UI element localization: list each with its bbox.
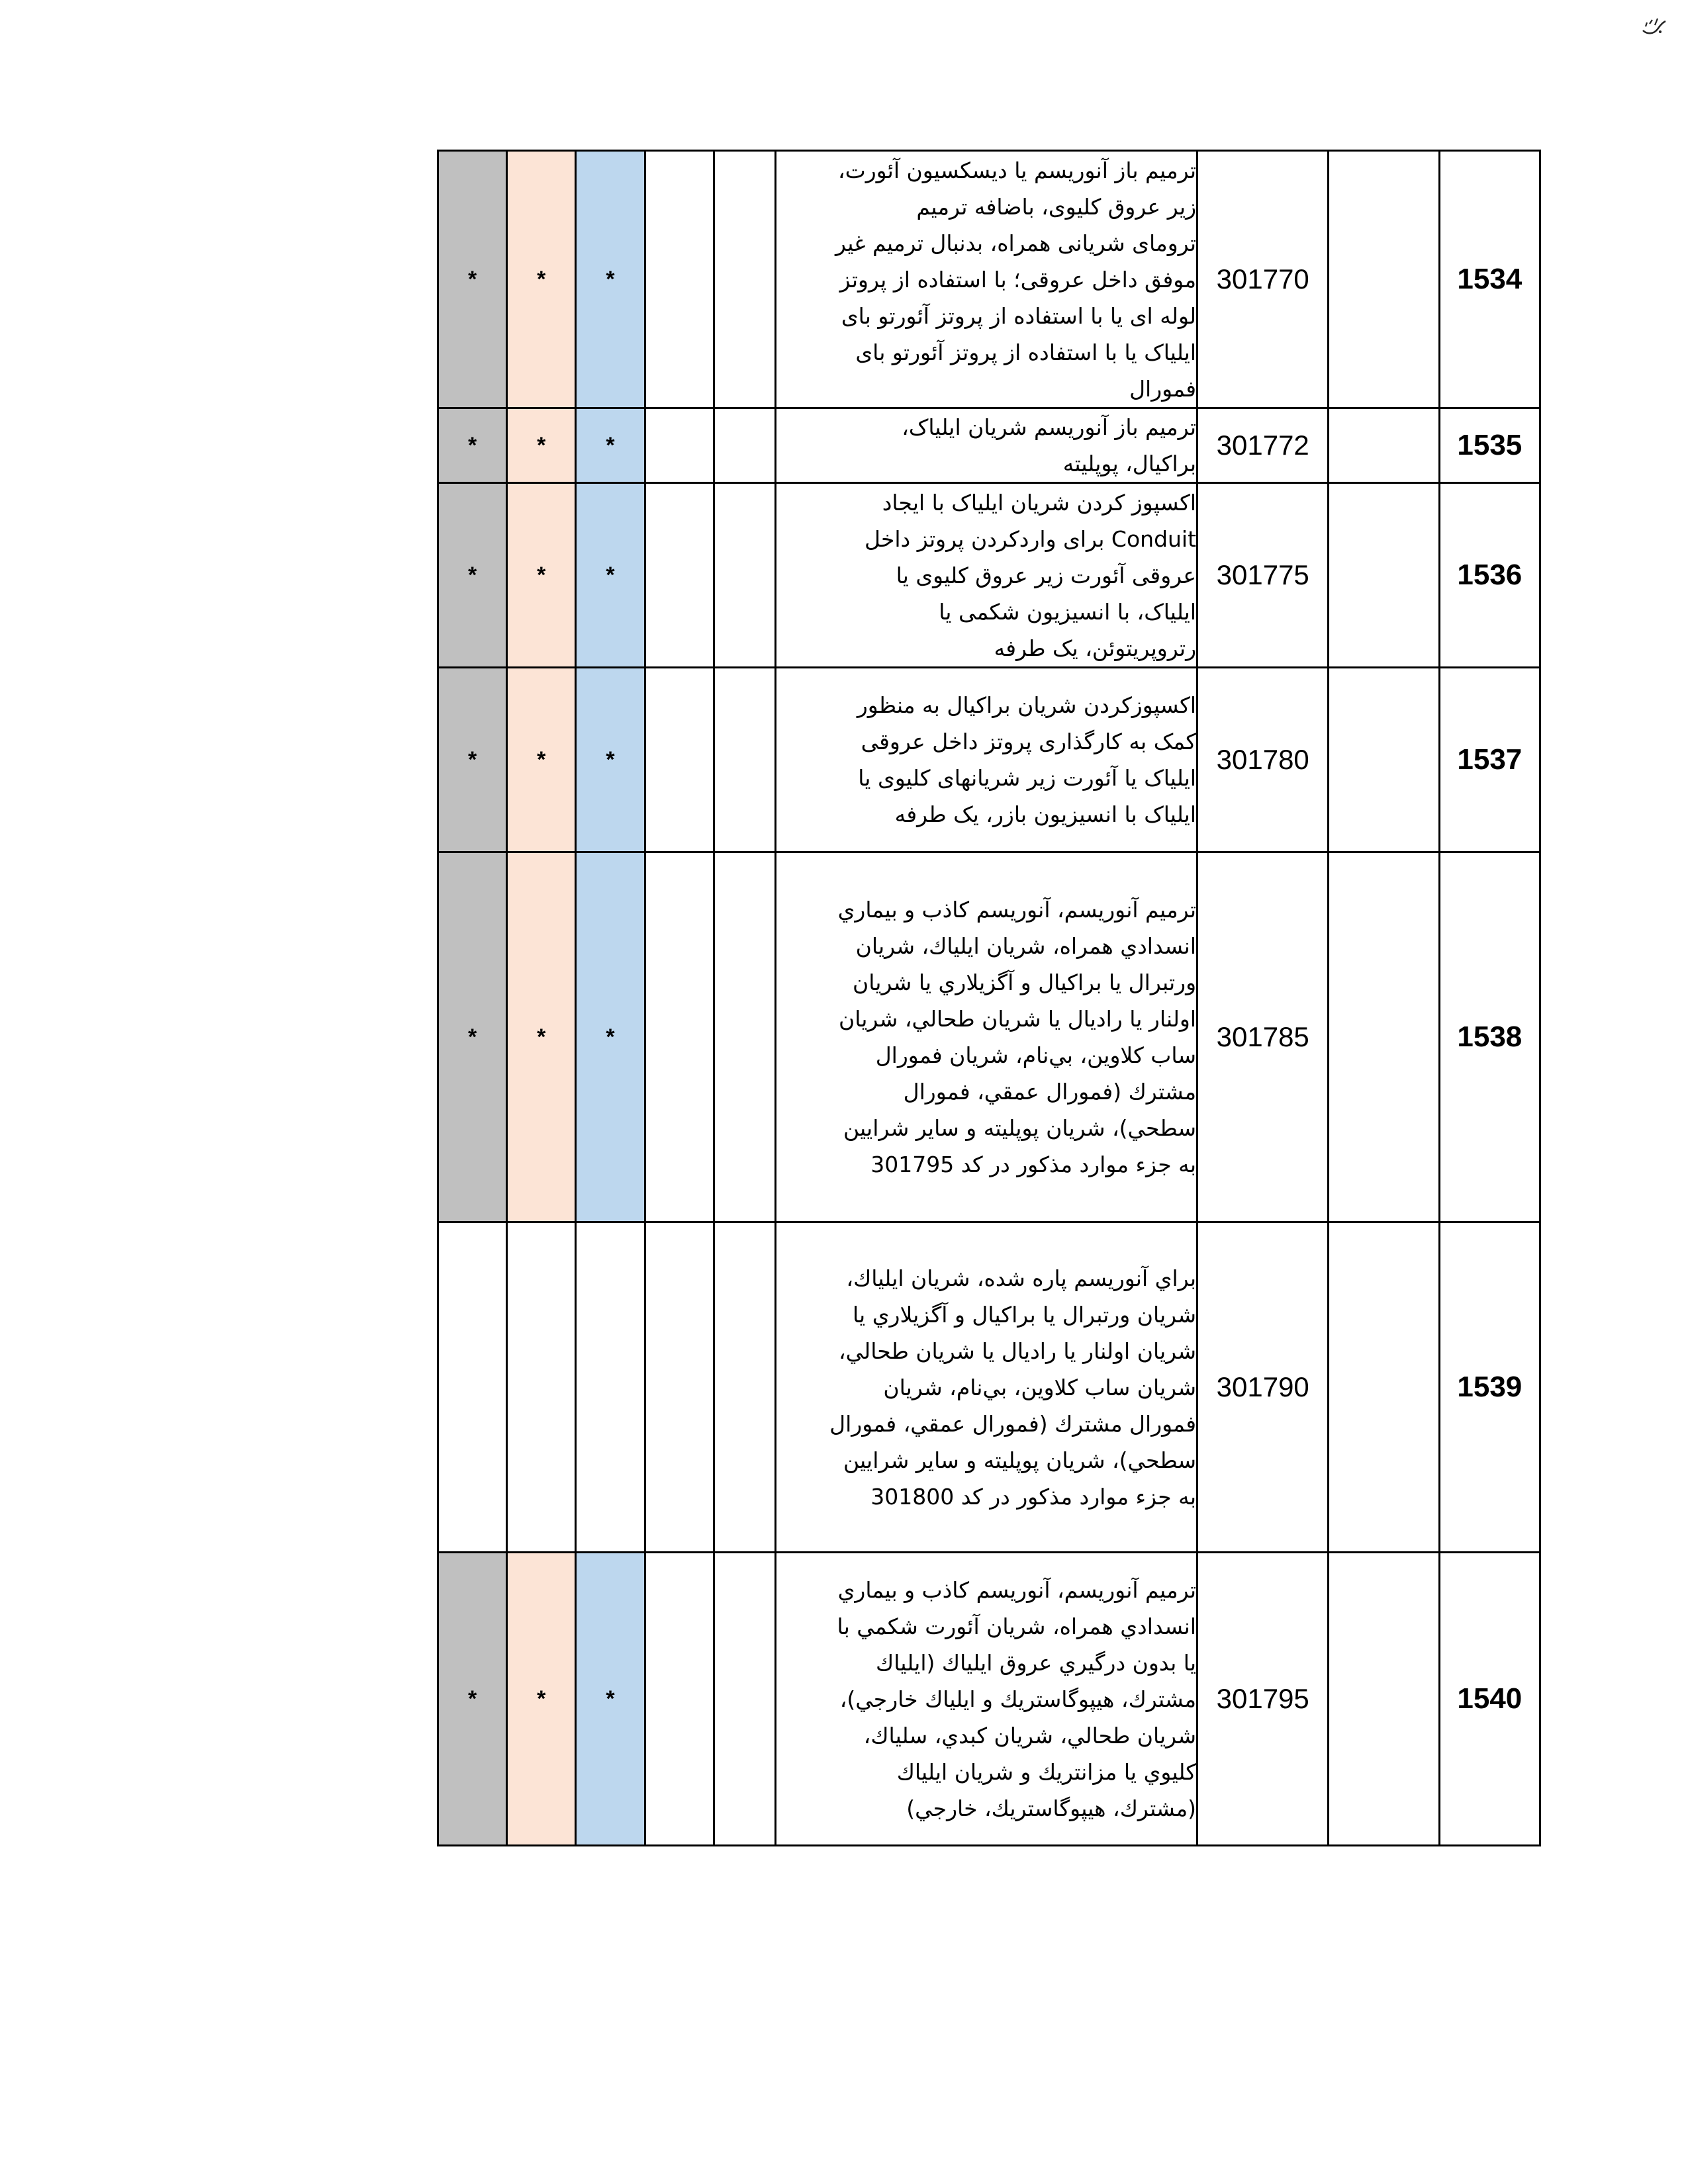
blank-cell [645,151,714,408]
mark-cell-peach: * [507,1553,576,1846]
service-code: 301795 [1197,1553,1329,1846]
service-description: اکسپوز کردن شریان ایلیاک با ایجاد Conduit برای واردکردن پروتز داخل عروقی آئورت زیر عروق کلیوی یا ایلیاک، با انسیزیون شکمی یا رتروپریتوئن، یک طرفه [775,483,1197,668]
mark-cell-gray: * [438,151,507,408]
blank-cell [645,483,714,668]
blank-cell [1329,151,1439,408]
service-code: 301780 [1197,668,1329,852]
row-number: 1536 [1439,483,1540,668]
mark-cell-peach: * [507,668,576,852]
service-description: ترميم آنوريسم، آنوريسم كاذب و بيماري انسدادي همراه، شريان آئورت شكمي با يا بدون درگيري عروق ايلياك (ايلياك مشترك، هيپوگاستريك و ايلياك خارجي)، شريان طحالي، شريان كبدي، سلياك، كليوي يا مزانتريك و شريان ايلياك (مشترك، هيپوگاستريك، خارجي) [775,1553,1197,1846]
blank-cell [1329,852,1439,1222]
table-row [438,668,1540,852]
table-row [438,483,1540,668]
service-code: 301772 [1197,408,1329,483]
publisher-logo-icon [1640,15,1668,37]
service-code: 301770 [1197,151,1329,408]
mark-cell-peach: * [507,852,576,1222]
table-row [438,1553,1540,1846]
row-number: 1534 [1439,151,1540,408]
mark-cell-peach: * [507,483,576,668]
row-number: 1540 [1439,1553,1540,1846]
blank-cell [645,668,714,852]
service-code: 301785 [1197,852,1329,1222]
mark-cell-blue: * [576,1553,645,1846]
blank-cell [714,408,775,483]
blank-cell [1329,1553,1439,1846]
services-table [437,150,1541,1846]
table-row [438,151,1540,408]
row-number: 1539 [1439,1222,1540,1553]
blank-cell [645,1222,714,1553]
mark-cell-blue [576,1222,645,1553]
mark-cell-blue: * [576,151,645,408]
mark-cell-gray [438,1222,507,1553]
service-description: ترميم آنوريسم، آنوريسم كاذب و بيماري انسدادي همراه، شريان ايلياك، شريان ورتبرال يا براكيال و آگزيلاري يا شريان اولنار يا راديال يا شريان طحالي، شريان ساب كلاوين، بي‌نام، شريان فمورال مشترك (فمورال عمقي، فمورال سطحي)، شريان پوپليته و ساير شرايين به جزء موارد مذكور در كد 301795 [775,852,1197,1222]
service-code: 301775 [1197,483,1329,668]
blank-cell [714,483,775,668]
service-description: اکسپوزکردن شریان براکیال به منظور کمک به کارگذاری پروتز داخل عروقی ایلیاک یا آئورت زیر شریانهای کلیوی یا ایلیاک با انسیزیون بازر، یک طرفه [775,668,1197,852]
table-row [438,408,1540,483]
blank-cell [714,151,775,408]
mark-cell-gray: * [438,1553,507,1846]
mark-cell-gray: * [438,852,507,1222]
mark-cell-peach [507,1222,576,1553]
service-description: براي آنوريسم پاره شده، شريان ايلياك، شريان ورتبرال يا براكيال و آگزيلاري يا شريان اولنار يا راديال يا شريان طحالي، شريان ساب كلاوين، بي‌نام، شريان فمورال مشترك (فمورال عمقي، فمورال سطحي)، شريان پوپليته و ساير شرايين به جزء موارد مذكور در كد 301800 [775,1222,1197,1553]
mark-cell-blue: * [576,483,645,668]
table-row [438,1222,1540,1553]
table-row [438,852,1540,1222]
blank-cell [714,1222,775,1553]
mark-cell-gray: * [438,408,507,483]
mark-cell-blue: * [576,408,645,483]
row-number: 1537 [1439,668,1540,852]
blank-cell [714,668,775,852]
row-number: 1535 [1439,408,1540,483]
blank-cell [645,408,714,483]
mark-cell-gray: * [438,483,507,668]
blank-cell [1329,1222,1439,1553]
service-description: ترمیم باز آنوریسم یا دیسکسیون آئورت، زیر عروق کلیوی، باضافه ترمیم ترومای شریانی همراه، بدنبال ترمیم غیر موفق داخل عروقی؛ با استفاده از پروتز لوله ای یا با استفاده از پروتز آئورتو بای ایلیاک یا با استفاده از پروتز آئورتو بای فمورال [775,151,1197,408]
mark-cell-peach: * [507,408,576,483]
blank-cell [1329,408,1439,483]
blank-cell [1329,668,1439,852]
service-code: 301790 [1197,1222,1329,1553]
mark-cell-blue: * [576,852,645,1222]
mark-cell-peach: * [507,151,576,408]
mark-cell-gray: * [438,668,507,852]
mark-cell-blue: * [576,668,645,852]
blank-cell [1329,483,1439,668]
blank-cell [645,1553,714,1846]
blank-cell [645,852,714,1222]
blank-cell [714,852,775,1222]
row-number: 1538 [1439,852,1540,1222]
blank-cell [714,1553,775,1846]
service-description: ترمیم باز آنوریسم شریان ایلیاک، براکیال، پوپلیته [775,408,1197,483]
